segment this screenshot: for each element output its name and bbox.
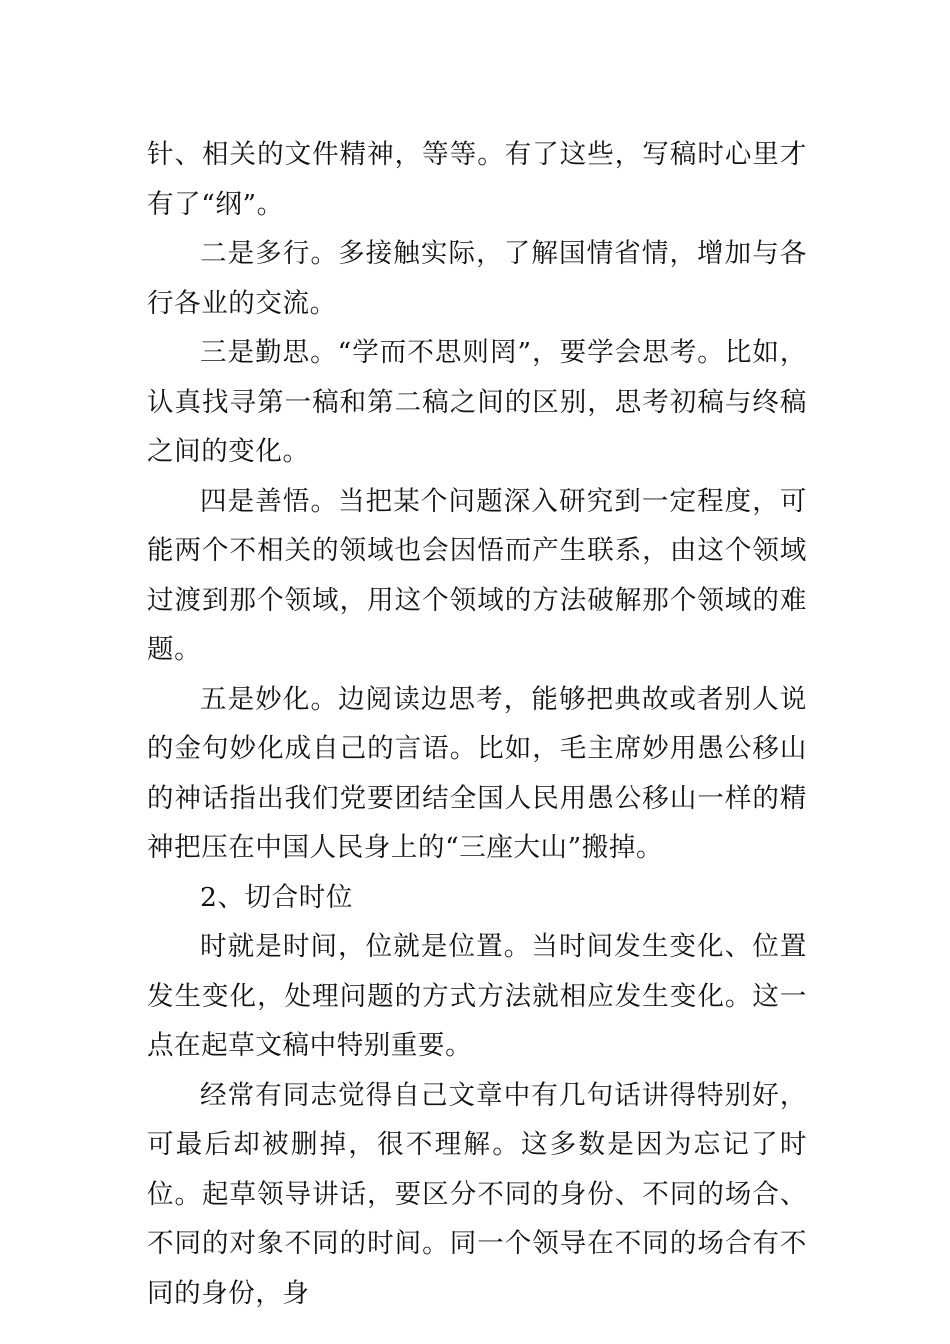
- paragraph-qinsi: 三是勤思。“学而不思则罔”，要学会思考。比如，认真找寻第一稿和第二稿之间的区别，思考初稿与终稿之间的变化。: [147, 337, 807, 467]
- paragraph-continuation: 针、相关的文件精神，等等。有了这些，写稿时心里才有了“纲”。: [147, 139, 807, 220]
- document-body: [147, 130, 807, 1318]
- paragraph-shiwei-definition: 时就是时间，位就是位置。当时间发生变化、位置发生变化，处理问题的方式方法就相应发生变化。这一点在起草文稿中特别重要。: [147, 931, 807, 1061]
- paragraph-miaohua: 五是妙化。边阅读边思考，能够把典故或者别人说的金句妙化成自己的言语。比如，毛主席妙用愚公移山的神话指出我们党要团结全国人民用愚公移山一样的精神把压在中国人民身上的“三座大山”搬掉。: [147, 683, 807, 863]
- paragraph-shiwei-example: 经常有同志觉得自己文章中有几句话讲得特别好，可最后却被删掉，很不理解。这多数是因为忘记了时位。起草领导讲话，要区分不同的身份、不同的场合、不同的对象不同的时间。同一个领导在不同的场合有不同的身份，身: [147, 1079, 807, 1309]
- paragraph-duoxing: 二是多行。多接触实际，了解国情省情，增加与各行各业的交流。: [147, 238, 807, 319]
- paragraph-shanwu: 四是善悟。当把某个问题深入研究到一定程度，可能两个不相关的领域也会因悟而产生联系，由这个领域过渡到那个领域，用这个领域的方法破解那个领域的难题。: [147, 485, 807, 665]
- section-heading: 2、切合时位: [200, 881, 353, 913]
